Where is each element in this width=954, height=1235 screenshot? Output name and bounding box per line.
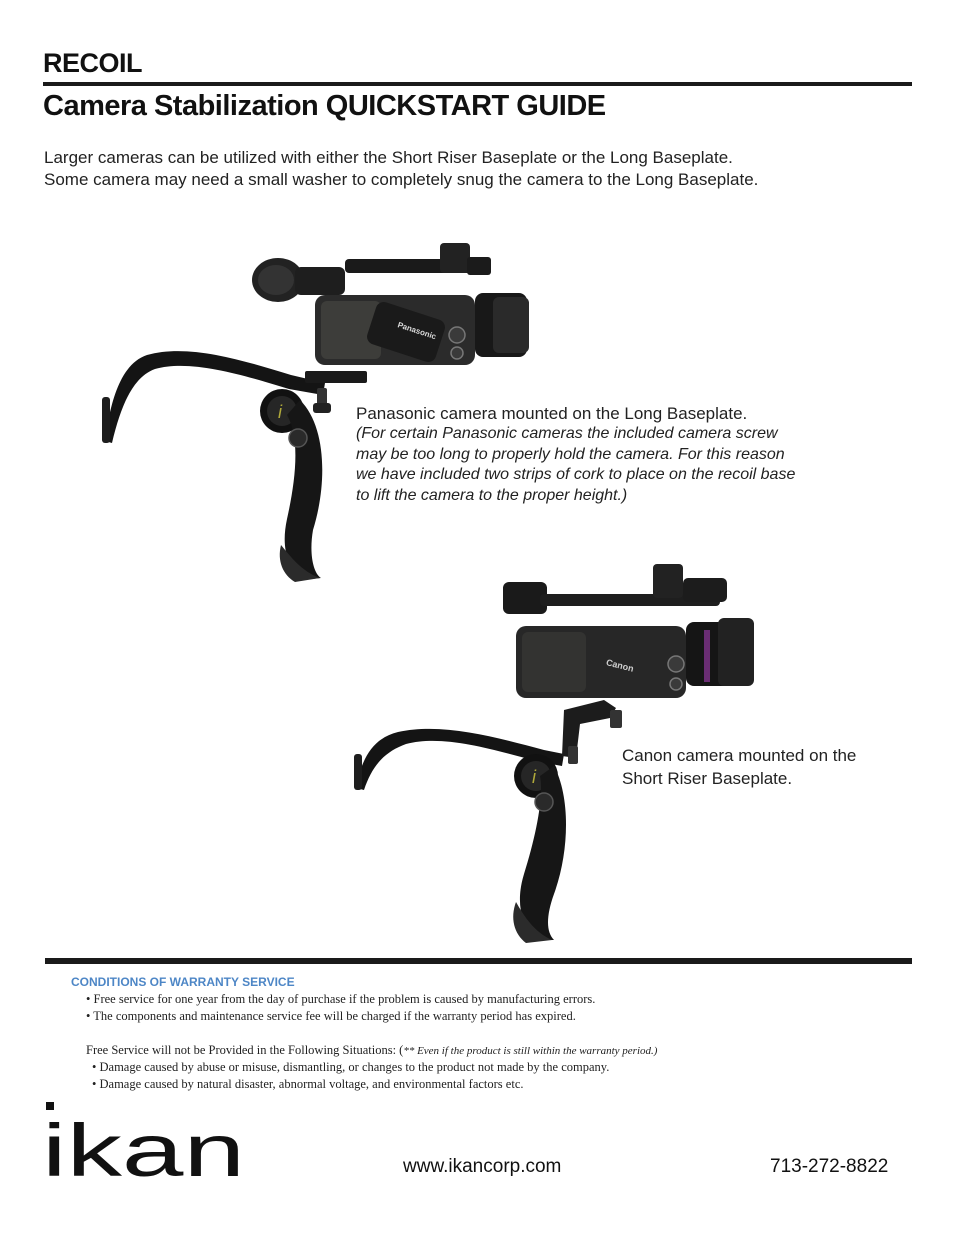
- panasonic-caption: [356, 403, 856, 506]
- panasonic-camera: [252, 243, 529, 365]
- panasonic-caption-note-line: may be too long to properly hold the camera. For this reason: [356, 445, 785, 463]
- product-name: RECOIL: [43, 48, 143, 78]
- exclusions-intro-text: Free Service will not be Provided in the Following Situations: (: [86, 1043, 404, 1057]
- warranty-heading: CONDITIONS OF WARRANTY SERVICE: [71, 975, 295, 989]
- warranty-item: • Free service for one year from the day of purchase if the problem is caused by manufacturing errors.: [86, 992, 596, 1006]
- warranty-item: • The components and maintenance service fee will be charged if the warranty period has expired.: [86, 1009, 576, 1023]
- intro-line-2: Some camera may need a small washer to completely snug the camera to the Long Baseplate.: [44, 170, 759, 189]
- canon-caption-line: Canon camera mounted on the: [622, 746, 857, 765]
- footer-divider: [45, 958, 912, 964]
- intro-text: [44, 147, 758, 191]
- canon-camera: [503, 564, 754, 698]
- header-divider: [43, 82, 912, 86]
- intro-line-1: Larger cameras can be utilized with either the Short Riser Baseplate or the Long Baseplate.: [44, 148, 733, 167]
- recoil-stabilizer-arm: [102, 351, 367, 582]
- warranty-exclusions-intro: [86, 1043, 657, 1058]
- panasonic-caption-note-line: we have included two strips of cork to place on the recoil base: [356, 466, 796, 483]
- ikan-logo-text: ikan: [42, 1109, 245, 1180]
- ikan-logo: [42, 1098, 247, 1180]
- canon-brand-label: Canon: [605, 657, 635, 674]
- svg-text:i: i: [278, 402, 282, 422]
- warranty-exclusion-item: • Damage caused by abuse or misuse, dismantling, or changes to the product not made by the company.: [92, 1060, 610, 1074]
- svg-text:i: i: [532, 767, 536, 787]
- website-text: www.ikancorp.com: [403, 1156, 562, 1177]
- panasonic-caption-note-line: (For certain Panasonic cameras the included camera screw: [356, 425, 778, 442]
- page-title: Camera Stabilization QUICKSTART GUIDE: [43, 90, 606, 122]
- canon-caption-line: Short Riser Baseplate.: [622, 769, 793, 788]
- recoil-stabilizer-arm: [354, 700, 622, 943]
- warranty-exclusion-item: • Damage caused by natural disaster, abnormal voltage, and environmental factors etc.: [92, 1077, 524, 1091]
- panasonic-caption-main: Panasonic camera mounted on the Long Baseplate.: [356, 404, 748, 423]
- phone-number: 713-272-8822: [770, 1156, 889, 1177]
- panasonic-brand-label: Panasonic: [396, 320, 438, 342]
- exclusions-note: ** Even if the product is still within the warranty period.): [403, 1045, 658, 1057]
- panasonic-caption-note-line: to lift the camera to the proper height.): [356, 486, 628, 504]
- canon-caption: [622, 744, 856, 790]
